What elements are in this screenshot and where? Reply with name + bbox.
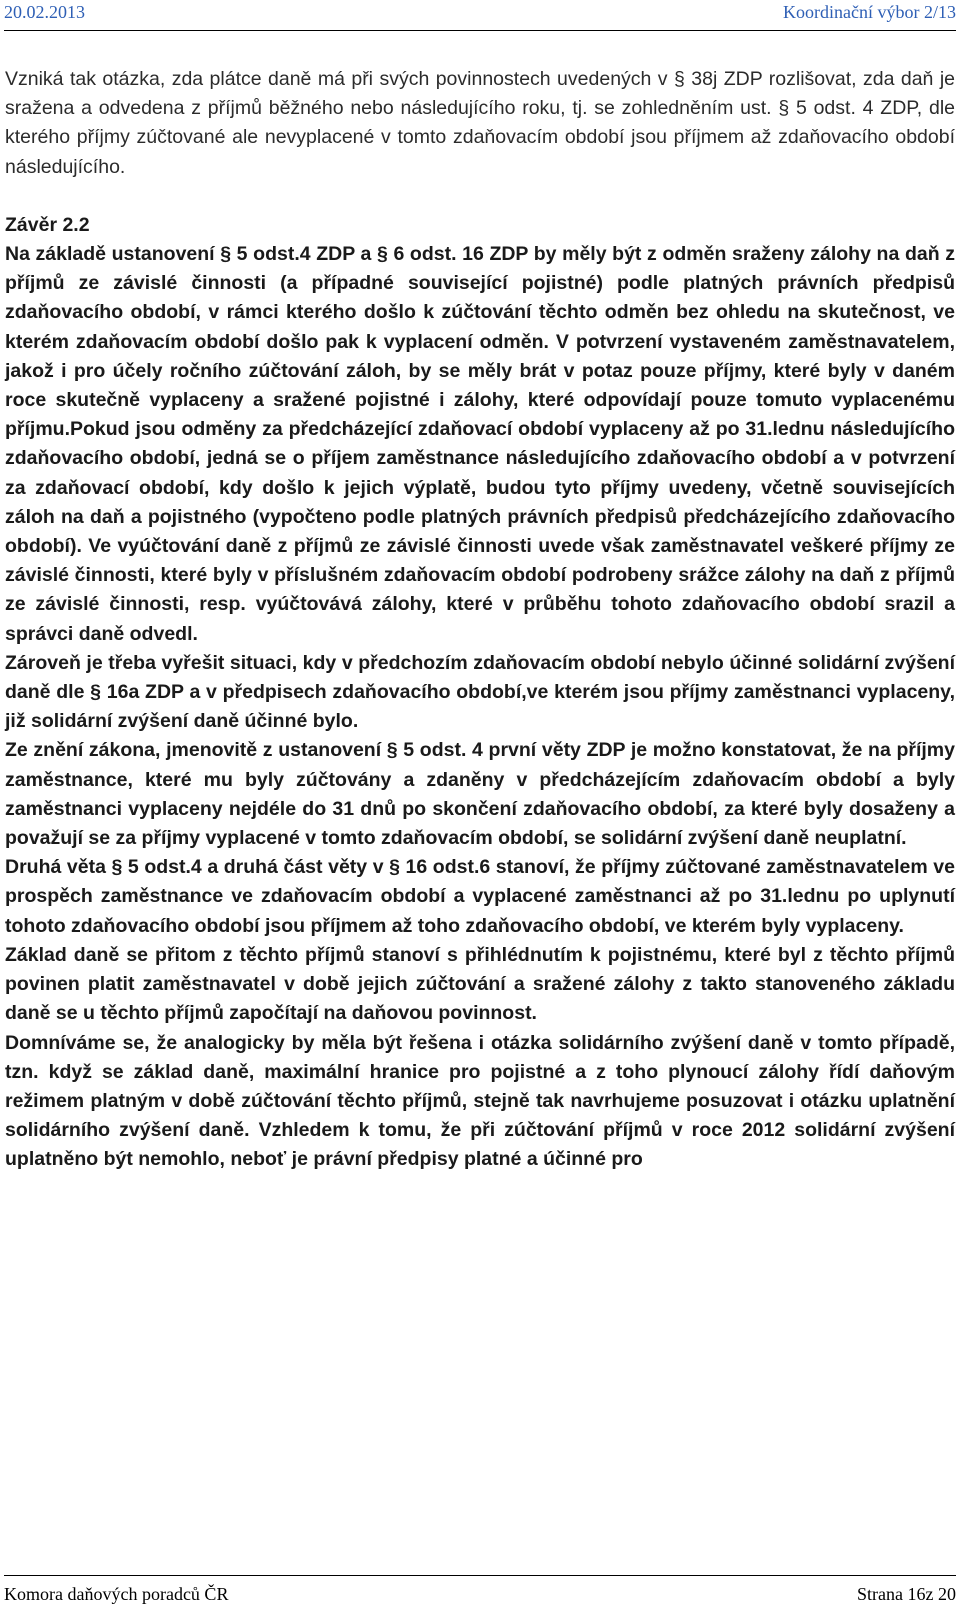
footer-page-number: Strana 16z 20 [857,1584,956,1604]
header-title: Koordinační výbor 2/13 [783,2,956,22]
conclusion-paragraph: Druhá věta § 5 odst.4 a druhá část věty v § 16 odst.6 stanoví, že příjmy zúčtované zaměstnavatelem ve prospěch zaměstnance ve zdaňovacím období a vyplacené zaměstnanci až po 31.lednu po uplynutí tohoto zdaňovacího období jsou příjmem až toho zdaňovacího období, ve kterém byly vyplaceny. [5,856,955,937]
conclusion-paragraph: Ze znění zákona, jmenovitě z ustanovení § 5 odst. 4 první věty ZDP je možno konstatovat, že na příjmy zaměstnance, které mu byly zúčtovány a zdaněny v předcházejícím zdaňovacím období a byly zaměstnanci vyplaceny nejdéle do 31 dnů po skončení zdaňovacího období, za které byly dosaženy a považují se za příjmy vyplacené v tomto zdaňovacím období, se solidární zvýšení daně neuplatní. [5,739,955,850]
conclusion-heading: Závěr 2.2 [5,213,90,236]
conclusion-paragraph: Zároveň je třeba vyřešit situaci, kdy v předchozím zdaňovacím období nebylo účinné solidární zvýšení daně dle § 16a ZDP a v předpisech zdaňovacího období,ve kterém jsou příjmy zaměstnanci vyplaceny, již solidární zvýšení daně účinné bylo. [5,651,955,733]
document-body [5,65,955,1175]
header-date: 20.02.2013 [4,2,85,22]
header-divider [4,30,956,31]
page-header [4,0,956,30]
footer-organization: Komora daňových poradců ČR [4,1584,229,1604]
page-footer [4,1582,956,1610]
footer-divider [4,1575,956,1576]
paragraph-spacer [5,182,955,211]
conclusion-paragraph: Základ daně se přitom z těchto příjmů stanoví s přihlédnutím k pojistnému, které byl z těchto příjmů povinen platit zaměstnavatel v době jejich zúčtování a sražené zálohy z takto stanoveného základu daně se u těchto příjmů započítají na daňovou povinnost. [5,943,955,1025]
conclusion-paragraph: Domníváme se, že analogicky by měla být řešena i otázka solidárního zvýšení daně v tomto případě, tzn. když se základ daně, maximální hranice pro pojistné a z toho plynoucí zálohy řídí daňovým režimem platným v době zúčtování těchto příjmů, stejně tak navrhujeme posuzovat i otázku uplatnění solidárního zvýšení daně. Vzhledem k tomu, že při zúčtování příjmů v roce 2012 solidární zvýšení uplatněno být nemohlo, neboť je právní předpisy platné a účinné pro [5,1031,955,1171]
conclusion-paragraph: Na základě ustanovení § 5 odst.4 ZDP a § 6 odst. 16 ZDP by měly být z odměn sraženy zálohy na daň z příjmů ze závislé činnosti (a případné související pojistné) podle platných právních předpisů zdaňovacího období, v rámci kterého došlo k zúčtování těchto odměn bez ohledu na skutečnost, ve kterém zdaňovacím období došlo pak k vyplacení odměn. V potvrzení vystaveném zaměstnavatelem, jakož i pro účely ročního zúčtování záloh, by se měly brát v potaz pouze příjmy, které byly v daném roce skutečně vyplaceny a sražené pojistné i zálohy, které odpovídají pouze tomuto vyplacenému příjmu.Pokud jsou odměny za předcházející zdaňovací období vyplaceny až po 31.lednu následujícího zdaňovacího období, jedná se o příjem zaměstnance následujícího zdaňovacího období a v potvrzení za zdaňovací období, kdy došlo k jejich výplatě, budou tyto příjmy uvedeny, včetně souvisejících záloh na daň a pojistného (vypočteno podle platných právních předpisů předcházejícího zdaňovacího období). Ve vyúčtování daně z příjmů ze závislé činnosti uvede však zaměstnavatel veškeré příjmy ze závislé činnosti, které byly v příslušném zdaňovacím období podrobeny srážce zálohy na daň z příjmů ze závislé činnosti, resp. vyúčtovává zálohy, které v průběhu tohoto zdaňovacího období srazil a správci daně odvedl. [5,243,955,645]
intro-paragraph: Vzniká tak otázka, zda plátce daně má při svých povinnostech uvedených v § 38j ZDP rozlišovat, zda daň je sražena a odvedena z příjmů běžného nebo následujícího roku, tj. se zohledněním ust. § 5 odst. 4 ZDP, dle kterého příjmy zúčtované ale nevyplacené v tomto zdaňovacím období jsou příjmem až zdaňovacího období následujícího. [5,68,955,178]
